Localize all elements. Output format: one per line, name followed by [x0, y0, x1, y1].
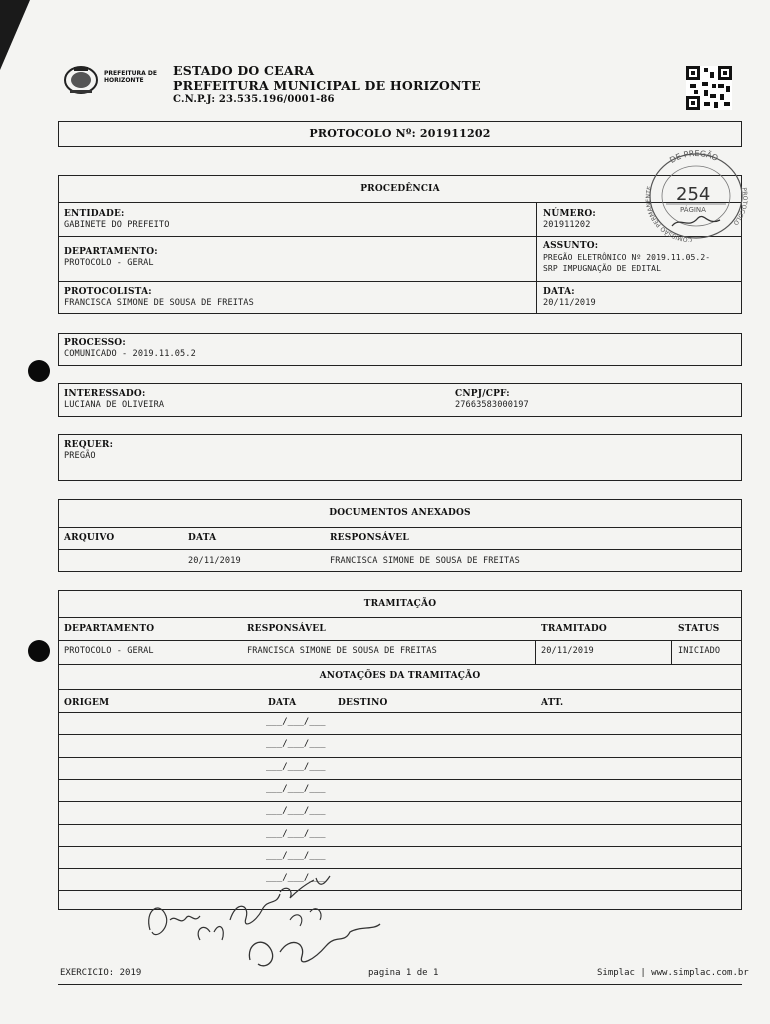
cnpj-cpf-value: 27663583000197	[455, 400, 529, 410]
assunto-value-line1: PREGÃO ELETRÔNICO Nº 2019.11.05.2-	[543, 253, 711, 262]
anotacoes-header-data: DATA	[268, 698, 297, 708]
tramitacao-row-tramitado: 20/11/2019	[541, 646, 594, 656]
anotacoes-row-divider	[58, 824, 742, 825]
procedencia-title: PROCEDÊNCIA	[360, 184, 440, 194]
divider	[536, 202, 537, 314]
anotacoes-row-date-blank: ___/___/___	[266, 806, 326, 816]
tramitacao-header-status: STATUS	[678, 624, 720, 634]
entidade-label: ENTIDADE:	[64, 209, 125, 219]
anotacoes-header-att: ATT.	[541, 698, 564, 708]
svg-text:DE PREGÃO	[668, 149, 719, 165]
numero-label: NÚMERO:	[543, 209, 596, 219]
divider	[58, 640, 742, 641]
anotacoes-row-date-blank: ___/___/___	[266, 717, 326, 727]
logo-caption	[104, 70, 157, 84]
binder-hole	[28, 360, 50, 382]
anotacoes-header-destino: DESTINO	[338, 698, 388, 708]
anotacoes-row-date-blank: ___/___/___	[266, 829, 326, 839]
anotacoes-row-date-blank: ___/___/___	[266, 739, 326, 749]
stamp-right-text: PROTOCOLO	[731, 186, 749, 227]
documentos-row-responsavel: FRANCISCA SIMONE DE SOUSA DE FREITAS	[330, 556, 520, 566]
anotacoes-title: ANOTAÇÕES DA TRAMITAÇÃO	[319, 671, 481, 681]
document-header	[173, 64, 481, 108]
divider	[671, 640, 672, 664]
city-crest-logo	[62, 64, 100, 96]
logo-caption-line2: HORIZONTE	[104, 77, 144, 84]
tramitacao-row-responsavel: FRANCISCA SIMONE DE SOUSA DE FREITAS	[247, 646, 437, 656]
svg-text:PROTOCOLO	[732, 187, 749, 227]
divider	[58, 549, 742, 550]
protocolista-value: FRANCISCA SIMONE DE SOUSA DE FREITAS	[64, 298, 254, 308]
requer-value: PREGÃO	[64, 451, 96, 461]
anotacoes-row-divider	[58, 712, 742, 713]
stamp-left-text: COMISSÃO PERMANENTE	[645, 185, 693, 242]
documentos-header-responsavel: RESPONSÁVEL	[330, 533, 409, 543]
documentos-header-data: DATA	[188, 533, 217, 543]
tramitacao-header-responsavel: RESPONSÁVEL	[247, 624, 326, 634]
processo-label: PROCESSO:	[64, 338, 126, 348]
documentos-row-data: 20/11/2019	[188, 556, 241, 566]
anotacoes-row-divider	[58, 801, 742, 802]
handwritten-signature	[130, 860, 390, 980]
requer-section	[58, 434, 742, 481]
divider	[58, 664, 742, 665]
city-hall-name: PREFEITURA MUNICIPAL DE HORIZONTE	[173, 77, 481, 93]
departamento-value: PROTOCOLO - GERAL	[64, 258, 154, 268]
stamp-number: 254	[676, 184, 711, 205]
anotacoes-row-date-blank: ___/___/___	[266, 851, 326, 861]
numero-value: 201911202	[543, 220, 591, 230]
protocol-stamp	[642, 146, 750, 242]
anotacoes-row-divider	[58, 734, 742, 735]
tramitacao-header-tramitado: TRAMITADO	[541, 624, 607, 634]
state-name: ESTADO DO CEARA	[173, 63, 315, 78]
interessado-label: INTERESSADO:	[64, 389, 146, 399]
protocolista-label: PROTOCOLISTA:	[64, 287, 152, 297]
divider	[535, 640, 536, 664]
assunto-value-line2: SRP IMPUGNAÇÃO DE EDITAL	[543, 264, 661, 273]
anotacoes-row-divider	[58, 779, 742, 780]
anotacoes-row-date-blank: ___/___/___	[266, 762, 326, 772]
qr-code-icon	[686, 66, 732, 110]
documentos-title: DOCUMENTOS ANEXADOS	[329, 508, 471, 518]
departamento-label: DEPARTAMENTO:	[64, 247, 158, 257]
assunto-label: ASSUNTO:	[543, 241, 599, 251]
anotacoes-row-date-blank: ___/___/___	[266, 784, 326, 794]
tramitacao-row-departamento: PROTOCOLO - GERAL	[64, 646, 154, 656]
divider	[58, 527, 742, 528]
footer-rule	[58, 984, 742, 985]
divider	[58, 617, 742, 618]
data-label: DATA:	[543, 287, 575, 297]
anotacoes-row-divider	[58, 757, 742, 758]
binder-hole	[28, 640, 50, 662]
divider	[58, 281, 742, 282]
footer-exercicio: EXERCICIO: 2019	[60, 968, 142, 978]
anotacoes-header-origem: ORIGEM	[64, 698, 110, 708]
data-value: 20/11/2019	[543, 298, 596, 308]
requer-label: REQUER:	[64, 440, 114, 450]
documentos-header-arquivo: ARQUIVO	[64, 533, 115, 543]
footer-page-number: pagina 1 de 1	[368, 968, 439, 978]
protocol-number: PROTOCOLO Nº: 201911202	[309, 127, 491, 140]
tramitacao-title: TRAMITAÇÃO	[363, 599, 437, 609]
footer-vendor: Simplac | www.simplac.com.br	[597, 968, 749, 978]
stamp-top-text: DE PREGÃO	[668, 148, 720, 165]
entidade-value: GABINETE DO PREFEITO	[64, 220, 170, 230]
divider	[58, 236, 742, 237]
scan-corner-shadow	[0, 0, 30, 70]
header-cnpj: C.N.P.J: 23.535.196/0001-86	[173, 94, 335, 105]
divider	[58, 689, 742, 690]
interessado-value: LUCIANA DE OLIVEIRA	[64, 400, 165, 410]
procedencia-section	[58, 175, 742, 314]
tramitacao-row-status: INICIADO	[678, 646, 721, 656]
logo-caption-line1: PREFEITURA DE	[104, 70, 157, 77]
tramitacao-header-departamento: DEPARTAMENTO	[64, 624, 155, 634]
cnpj-cpf-label: CNPJ/CPF:	[455, 389, 510, 399]
processo-value: COMUNICADO - 2019.11.05.2	[64, 349, 196, 359]
divider	[58, 202, 742, 203]
anotacoes-row-date-blank: ___/___/___	[266, 873, 326, 883]
stamp-page-label: PÁGINA	[680, 206, 706, 214]
anotacoes-row-divider	[58, 846, 742, 847]
